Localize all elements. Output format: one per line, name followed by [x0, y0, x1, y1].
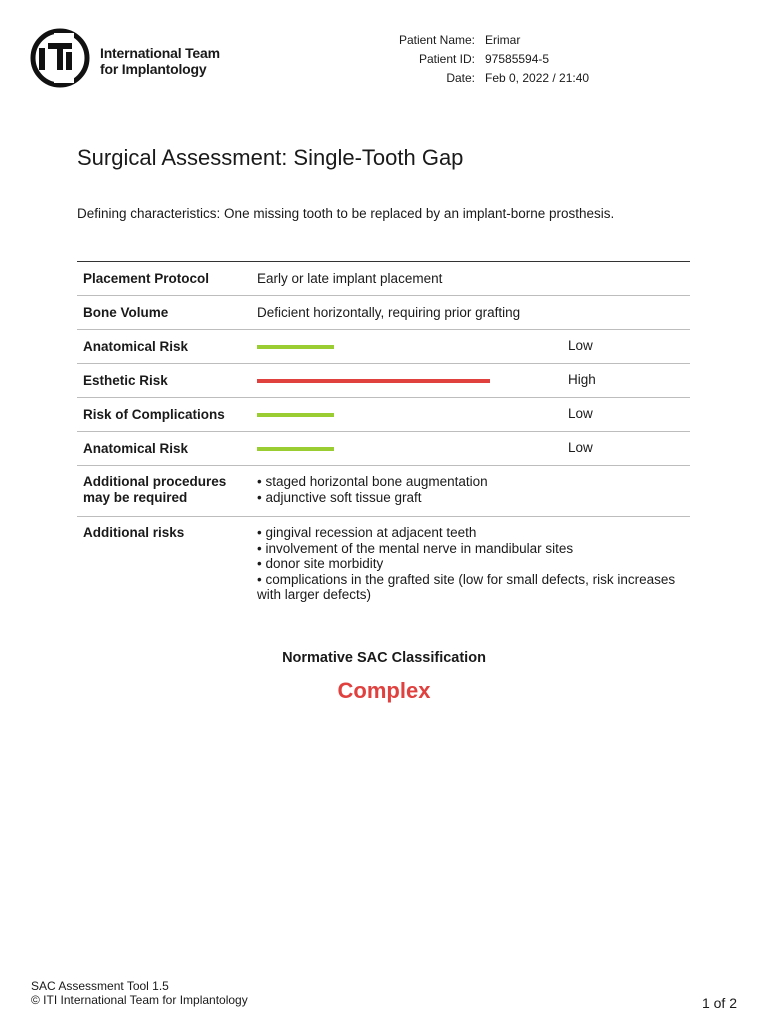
list-item: • donor site morbidity [257, 556, 384, 571]
patient-id-value: 97585594-5 [485, 52, 550, 66]
list-item: • gingival recession at adjacent teeth [257, 525, 477, 540]
table-row-anatomical-risk [77, 330, 690, 364]
logo-line-1: International Team [100, 45, 220, 61]
page-title: Surgical Assessment: Single-Tooth Gap [77, 145, 464, 170]
risk-label: Esthetic Risk [83, 373, 168, 388]
table-row-risk-of-complications [77, 398, 690, 432]
risk-bar [257, 413, 334, 417]
patient-name-value: Erimar [485, 33, 521, 47]
list-item: • adjunctive soft tissue graft [257, 489, 422, 505]
sac-heading: Normative SAC Classification [282, 650, 486, 666]
logo-wordmark [100, 45, 220, 77]
list-item: • complications in the grafted site (low for small defects, risk increases with larger defects) [257, 571, 676, 602]
row-label: Additional risks [83, 525, 185, 540]
row-label: Bone Volume [83, 305, 169, 320]
risk-bar [257, 447, 334, 451]
list-item: • staged horizontal bone augmentation [257, 474, 488, 489]
patient-info [360, 31, 589, 88]
risk-level: Low [568, 406, 593, 421]
date-label: Date: [446, 71, 475, 85]
footer [31, 979, 248, 1007]
risk-level: Low [568, 338, 593, 353]
table-row-esthetic-risk [77, 364, 690, 398]
row-label: Placement Protocol [83, 271, 210, 286]
table-row-additional-procedures [77, 466, 690, 517]
page-number: 1 of 2 [701, 995, 737, 1011]
table-row-placement-protocol [77, 262, 690, 296]
list-item: • involvement of the mental nerve in mandibular sites [257, 540, 574, 556]
risk-level: High [568, 372, 596, 387]
risk-label: Risk of Complications [83, 407, 225, 422]
defining-characteristics: Defining characteristics: One missing tooth to be replaced by an implant-borne prosthesis. [77, 206, 615, 221]
procedures-list [257, 474, 690, 506]
risk-bar [257, 379, 490, 383]
logo-line-2: for Implantology [100, 61, 207, 77]
iti-logo [30, 28, 230, 88]
risk-label: Anatomical Risk [83, 441, 189, 456]
date-row [360, 69, 589, 88]
iti-logo-icon [30, 28, 96, 88]
table-row-additional-risks [77, 517, 690, 613]
risk-level: Low [568, 440, 593, 455]
patient-name-row [360, 31, 589, 50]
risks-list [257, 525, 690, 603]
row-label [77, 474, 257, 506]
risk-bar [257, 345, 334, 349]
footer-copyright: © ITI International Team for Implantology [31, 993, 248, 1007]
row-label-line-1: Additional procedures [83, 474, 227, 489]
row-value: Early or late implant placement [257, 271, 443, 286]
table-row-bone-volume [77, 296, 690, 330]
footer-tool-version: SAC Assessment Tool 1.5 [31, 979, 169, 993]
row-label-line-2: may be required [83, 490, 188, 505]
risk-label: Anatomical Risk [83, 339, 189, 354]
sac-classification: Complex [337, 678, 431, 703]
row-value: Deficient horizontally, requiring prior grafting [257, 305, 521, 320]
patient-id-row [360, 50, 589, 69]
table-row-anatomical-risk-2 [77, 432, 690, 466]
date-value: Feb 0, 2022 / 21:40 [485, 71, 590, 85]
patient-id-label: Patient ID: [418, 52, 475, 66]
patient-name-label: Patient Name: [398, 33, 475, 47]
assessment-table [77, 261, 690, 613]
